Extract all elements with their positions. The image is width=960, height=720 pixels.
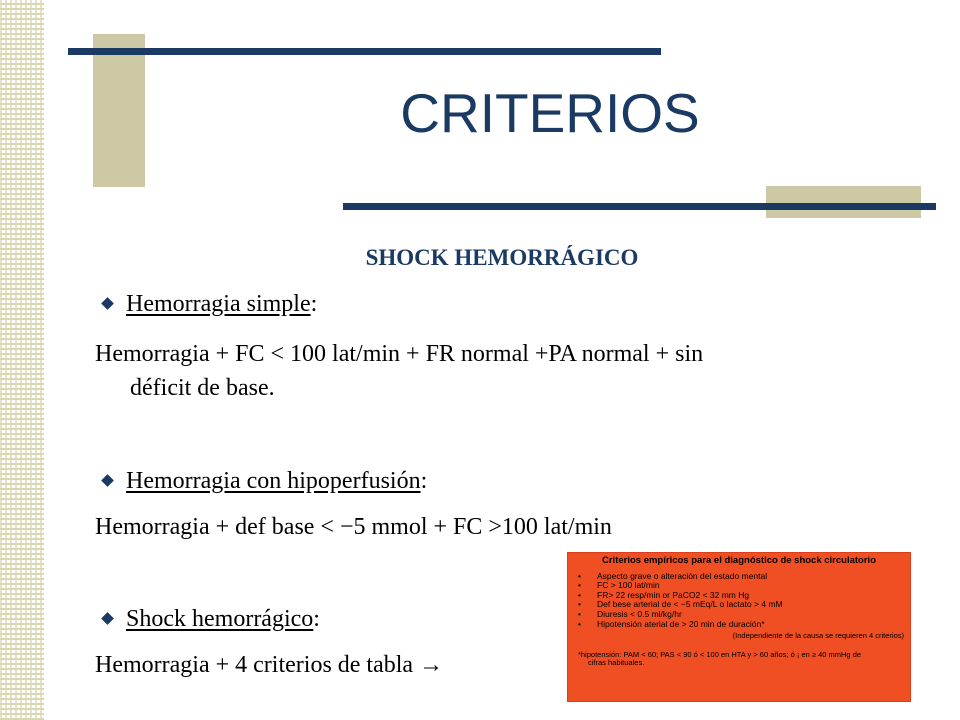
diamond-bullet-icon	[101, 474, 114, 487]
table-title: Criterios empíricos para el diagnóstico de shock circulatorio	[602, 555, 876, 566]
list-item: • Diuresis < 0.5 ml/kg/hr	[578, 610, 904, 620]
diamond-bullet-icon	[101, 612, 114, 625]
section-text-shock: Hemorragia + 4 criterios de tabla →	[95, 652, 444, 678]
diamond-bullet-icon	[101, 297, 114, 310]
heading-colon: :	[420, 468, 428, 494]
beige-vertical-bar	[93, 34, 145, 187]
heading-text: Hemorragia con hipoperfusión	[126, 468, 421, 494]
criteria-table-image	[567, 552, 911, 702]
list-item: • Hipotensión aterial de > 20 min de duración*	[578, 620, 904, 630]
left-pattern-strip	[0, 0, 44, 720]
table-footnote	[574, 651, 904, 668]
heading-text: Hemorragia simple	[126, 291, 311, 317]
list-item: • Def bese arterial de < −5 mEq/L o lactato > 4 mM	[578, 600, 904, 610]
slide-subtitle: SHOCK HEMORRÁGICO	[365, 245, 639, 270]
list-item: • FC > 100 lat/min	[578, 581, 904, 591]
section-text-hipoperfusion: Hemorragia + def base < −5 mmol + FC >100 lat/min	[95, 514, 612, 540]
list-item: • Aspecto grave o alteración del estado mental	[578, 572, 904, 582]
footnote-line: cifras habituales.	[588, 658, 645, 668]
table-note: (Independiente de la causa se requieren 4 criterios)	[732, 631, 904, 641]
beige-right-bar	[766, 186, 921, 218]
section-text-simple-1: Hemorragia + FC < 100 lat/min + FR normal +PA normal + sin	[95, 341, 704, 367]
slide-title: CRITERIOS	[400, 82, 700, 144]
table-list	[574, 572, 904, 630]
section-heading-hipoperfusion	[103, 467, 923, 496]
heading-colon: :	[310, 291, 318, 317]
section-text-simple-2: déficit de base.	[130, 375, 275, 401]
heading-colon: :	[313, 606, 320, 632]
top-rule	[68, 48, 661, 55]
bottom-rule	[343, 203, 936, 210]
heading-text: Shock hemorrágico	[126, 606, 314, 632]
section-heading-simple	[103, 290, 923, 319]
list-item: • FR> 22 resp/min or PaCO2 < 32 mm Hg	[578, 591, 904, 601]
footnote-line: *hipotensión: PAM < 60; PAS < 90 ó < 100 en HTA y > 60 años; ó ¡ en ≥ 40 mmHg de	[578, 649, 862, 659]
